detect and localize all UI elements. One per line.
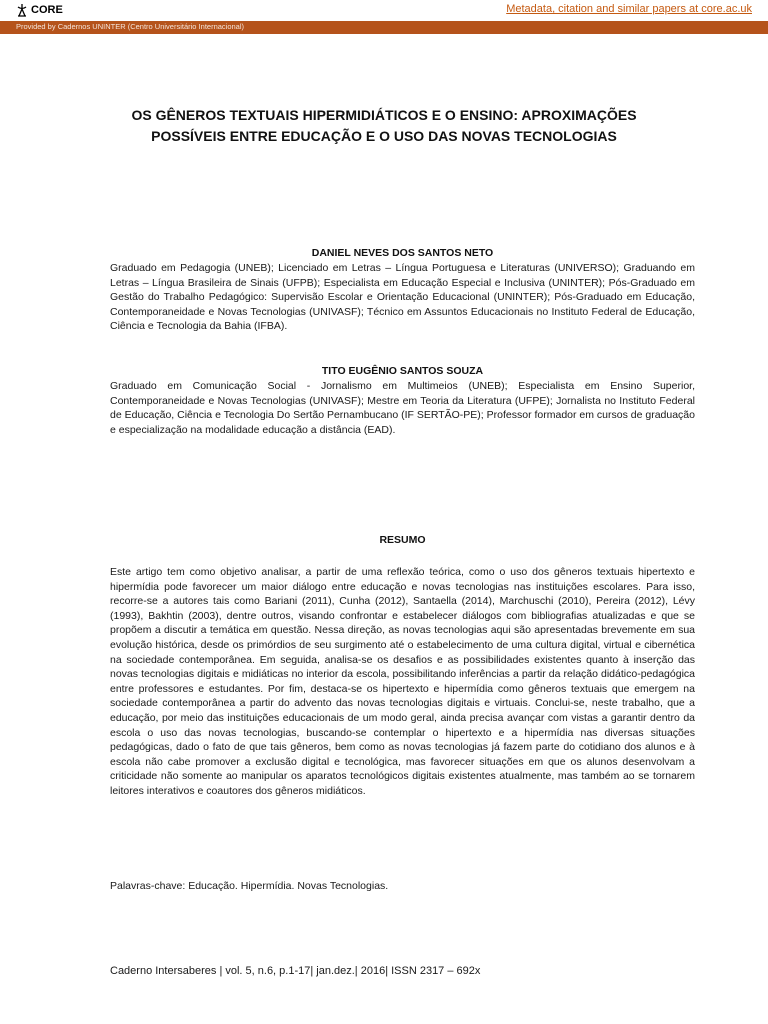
author-name-1: DANIEL NEVES DOS SANTOS NETO <box>311 247 494 259</box>
core-logo-text: CORE <box>31 4 63 16</box>
core-logo[interactable] <box>16 3 63 17</box>
paper-title <box>100 105 668 147</box>
paper-title-line-1: OS GÊNEROS TEXTUAIS HIPERMIDIÁTICOS E O ENSINO: APROXIMAÇÕES <box>131 107 637 123</box>
core-metadata-link[interactable]: Metadata, citation and similar papers at core.ac.uk <box>506 3 752 15</box>
abstract-text: Este artigo tem como objetivo analisar, a partir de uma reflexão teórica, como o uso dos gêneros textuais hipertexto e hipermídia pode favorecer um maior diálogo entre educação e novas tecnologias nas instituições escolares. Para isso, recorre-se a autores tais como Bariani (2011), Cunha (2012), Santaella (2014), Marchuschi (2010), Pereira (2012), Lévy (1993), Bakhtin (2003), dentre outros, visando confrontar e estabelecer diálogos com bibliografias atualizadas e que se propõem a discutir a temática em questão. Nessa direção, as novas tecnologias aqui são apresentadas brevemente em sua evolução histórica, desde os primórdios de seu surgimento até o estabelecimento de uma cultura digital, virtual e cibernética na sociedade contemporânea. Em seguida, analisa-se os desafios e as possibilidades existentes quanto à inserção das novas tecnologias digitais e midiáticas no interior da escola, possibilitando inferências a partir da relação didático-pedagógica entre professores e estudantes. Por fim, destaca-se os hipertexto e hipermídia como gêneros textuais que emergem na sociedade contemporânea a partir do advento das novas tecnologias digitais e virtuais. Conclui-se, neste trabalho, que a educação, por meio das instituições educacionais de um modo geral, ainda precisa avançar com vistas a garantir dentro da escola o uso das novas tecnologias, buscando-se contemplar o hipertexto e a hipermídia nas diversas situações pedagógicas, dado o fato de que tais gêneros, bem como as novas tecnologias já fazem parte do cotidiano dos alunos e à escola não cabe promover a exclusão digital e tecnológica, mas favorecer situações em que os alunos desenvolvam a criticidade não somente ao manipular os aparatos tecnológicos digitais existentes atualmente, mas também ao se tornarem leitores interativos e coautores dos gêneros midiáticos. <box>110 566 695 797</box>
author-name-2: TITO EUGÊNIO SANTOS SOUZA <box>321 365 484 377</box>
core-banner <box>0 0 768 21</box>
author-bio-1: Graduado em Pedagogia (UNEB); Licenciado em Letras – Língua Portuguesa e Literaturas (UNIVERSO); Graduando em Letras – Língua Brasileira de Sinais (UFPB); Especialista em Educação Especial e Inclusiva (UNINTER); Pós-Graduado em Gestão do Trabalho Pedagógico: Supervisão Escolar e Orientação Educacional (UNINTER); Pós-Graduado em Educação, Contemporaneidade e Novas Tecnologias (UNIVASF); Técnico em Assuntos Educacionais no Instituto Federal de Educação, Ciência e Tecnologia da Bahia (IFBA). <box>110 262 695 333</box>
abstract-heading: RESUMO <box>379 534 426 546</box>
keywords: Palavras-chave: Educação. Hipermídia. Novas Tecnologias. <box>110 880 389 892</box>
paper-title-line-2: POSSÍVEIS ENTRE EDUCAÇÃO E O USO DAS NOVAS TECNOLOGIAS <box>151 128 617 144</box>
core-logo-icon <box>16 3 28 17</box>
journal-footer: Caderno Intersaberes | vol. 5, n.6, p.1-17| jan.dez.| 2016| ISSN 2317 – 692x <box>110 965 481 977</box>
author-bio-2: Graduado em Comunicação Social - Jornalismo em Multimeios (UNEB); Especialista em Ensino Superior, Contemporaneidade e Novas Tecnologias (UNIVASF); Mestre em Teoria da Literatura (UFPE); Jornalista no Instituto Federal de Educação, Ciência e Tecnologia Do Sertão Pernambucano (IF SERTÃO-PE); Professor formador em cursos de graduação e especialização na modalidade educação a distância (EAD). <box>110 380 695 436</box>
provided-by-text: Provided by Cadernos UNINTER (Centro Universitário Internacional) <box>16 22 245 31</box>
provided-by-bar <box>0 21 768 34</box>
